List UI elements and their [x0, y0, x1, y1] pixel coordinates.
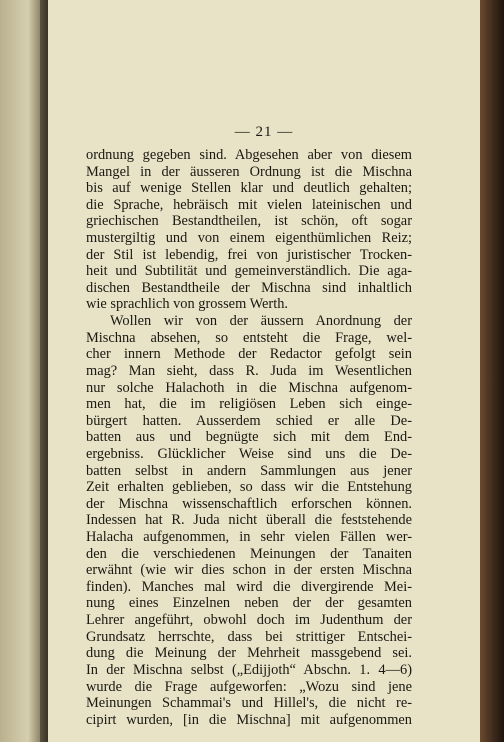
text-line: den die verschiedenen Meinungen der Tanaiten	[86, 545, 412, 562]
text-line: nur solche Halachoth in die Mischna aufgenom-	[86, 379, 412, 396]
text-line: bürgert hatten. Ausserdem schied er alle De-	[86, 412, 412, 429]
facing-page-edge	[0, 0, 40, 742]
text-line: Lehrer angeführt, obwohl doch im Judenthum der	[86, 612, 412, 629]
book-cover-edge	[480, 0, 504, 742]
text-line: erwähnt (wie wir dies schon in der ersten Mischna	[86, 562, 412, 579]
book-gutter	[40, 0, 48, 742]
body-text	[86, 147, 412, 728]
text-line: Mischna absehen, so entsteht die Frage, wel-	[86, 329, 412, 346]
text-line: Indessen hat R. Juda nicht überall die feststehende	[86, 512, 412, 529]
text-line: dischen Bestandtheile der Mischna sind inhaltlich	[86, 279, 412, 296]
page-number: — 21 —	[234, 124, 294, 140]
text-line: cipirt wurden, [in die Mischna] mit aufgenommen	[86, 711, 412, 728]
paragraph-start-line: Wollen wir von der äussern Anordnung der	[110, 313, 412, 330]
text-line: Halacha aufgenommen, in sehr vielen Fällen wer-	[86, 529, 412, 546]
text-line: cher innern Methode der Redactor gefolgt sein	[86, 346, 412, 363]
text-line: batten selbst in andern Sammlungen aus jener	[86, 462, 412, 479]
text-line: Zeit erhalten geblieben, so dass wir die Entstehung	[86, 479, 412, 496]
text-line: wie sprachlich von grossem Werth.	[86, 296, 288, 313]
text-line: der Mischna wissenschaftlich erforschen können.	[86, 495, 412, 512]
text-line: Meinungen Schammai's und Hillel's, die nicht re-	[86, 695, 412, 712]
text-line: nung eines Einzelnen neben der der gesamten	[86, 595, 412, 612]
text-line: heit und Subtilität und gemeinverständlich. Die aga-	[86, 263, 412, 280]
text-line: finden). Manches mal wird die divergirende Mei-	[86, 578, 412, 595]
text-line: griechischen Bestandtheilen, ist schön, oft sogar	[86, 213, 412, 230]
book-page	[48, 0, 480, 742]
text-line: dung die Meinung der Mehrheit massgebend sei.	[86, 645, 412, 662]
text-line: mustergiltig und von einem eigenthümlichen Reiz;	[86, 230, 412, 247]
text-line: Grundsatz herrschte, dass bei strittiger Entschei-	[86, 628, 412, 645]
text-line: batten aus und begnügte sich mit dem End-	[86, 429, 412, 446]
text-line: mag? Man sieht, dass R. Juda im Wesentlichen	[86, 362, 412, 379]
text-line: bis auf wenige Stellen klar und deutlich gehalten;	[86, 180, 412, 197]
text-line: die Sprache, hebräisch mit vielen lateinischen und	[86, 196, 412, 213]
text-line: In der Mischna selbst („Edijjoth“ Abschn. 1. 4—6)	[86, 661, 412, 678]
text-line: der Stil ist lebendig, frei von juristischer Trocken-	[86, 246, 412, 263]
text-line: men hat, die im religiösen Leben sich einge-	[86, 396, 412, 413]
text-line: wurde die Frage aufgeworfen: „Wozu sind jene	[86, 678, 412, 695]
text-line: ergebniss. Glücklicher Weise sind uns die De-	[86, 445, 412, 462]
text-line: ordnung gegeben sind. Abgesehen aber von diesem	[86, 147, 412, 163]
text-line: Mangel in der äusseren Ordnung ist die Mischna	[86, 163, 412, 180]
